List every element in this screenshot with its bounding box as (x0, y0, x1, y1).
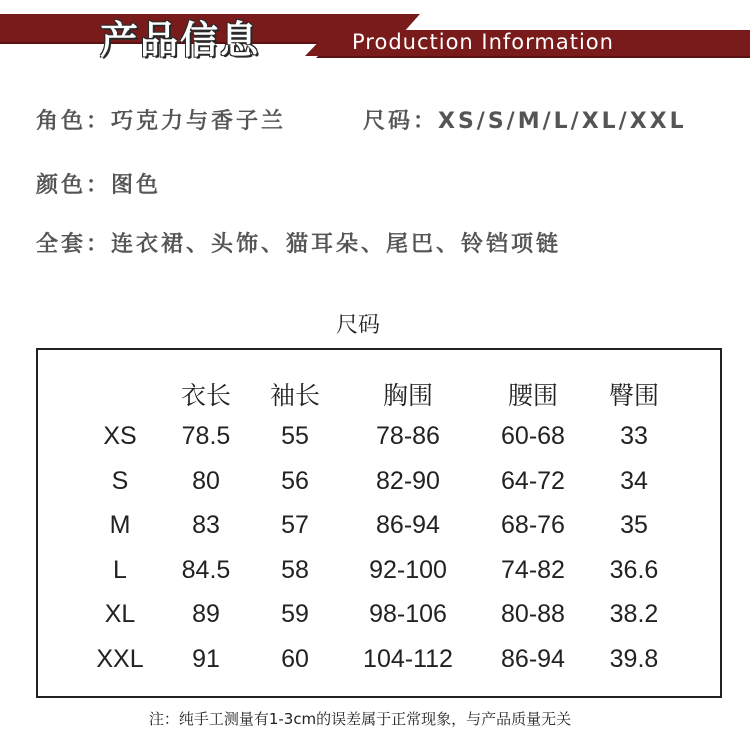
table-cell: 91 (192, 644, 220, 673)
table-cell: 89 (192, 600, 220, 628)
table-cell: 59 (281, 600, 309, 628)
table-cell: 98-106 (369, 600, 447, 628)
table-cell: 86-94 (376, 511, 440, 539)
table-row-size-label: XL (104, 600, 136, 628)
table-header-cell: 腰围 (507, 382, 558, 410)
table-cell: 58 (281, 555, 309, 584)
table-row-size-label: XS (103, 422, 137, 450)
table-cell: 68-76 (501, 511, 565, 539)
table-cell: 104-112 (363, 644, 453, 673)
table-row-size-label: S (111, 466, 129, 495)
table-cell: 80 (192, 466, 220, 495)
table-cell: 60-68 (501, 422, 565, 450)
table-header-cell: 臀围 (608, 382, 659, 410)
table-cell: 64-72 (501, 466, 565, 495)
table-cell: 86-94 (501, 644, 565, 673)
table-cell: 56 (281, 466, 309, 495)
table-cell: 38.2 (609, 600, 659, 628)
table-cell: 39.8 (609, 644, 659, 673)
table-row-size-label: M (109, 511, 131, 539)
table-cell: 74-82 (501, 555, 565, 584)
table-cell: 33 (620, 422, 648, 450)
table-cell: 55 (281, 422, 309, 450)
table-header-cell: 衣长 (180, 382, 231, 410)
measurement-note: 注：纯手工测量有1-3cm的误差属于正常现象，与产品质量无关 (148, 710, 572, 728)
table-cell: 92-100 (369, 555, 447, 584)
size-table (36, 348, 722, 698)
info-color: 颜色：图色 (36, 173, 162, 198)
table-cell: 80-88 (501, 600, 565, 628)
info-role: 角色：巧克力与香子兰 (36, 109, 287, 134)
banner-title-en: Production Information (352, 30, 614, 54)
table-cell: 84.5 (181, 555, 231, 584)
table-cell: 83 (192, 511, 220, 539)
table-cell: 35 (620, 511, 648, 539)
table-cell: 36.6 (609, 555, 659, 584)
table-header-cell: 胸围 (382, 382, 433, 410)
table-row-size-label: XXL (96, 644, 144, 673)
table-cell: 78-86 (376, 422, 440, 450)
table-cell: 34 (620, 466, 648, 495)
info-size: 尺码：XS/S/M/L/XL/XXL (363, 109, 687, 134)
table-header-cell: 袖长 (269, 382, 320, 410)
table-cell: 78.5 (181, 422, 231, 450)
size-chart-title: 尺码 (335, 313, 380, 338)
header-banner (0, 0, 750, 80)
banner-title-cn: 产品信息 (100, 18, 261, 62)
table-row-size-label: L (113, 555, 127, 584)
table-cell: 57 (281, 511, 309, 539)
table-cell: 60 (281, 644, 309, 673)
table-cell: 82-90 (376, 466, 440, 495)
info-set: 全套：连衣裙、头饰、猫耳朵、尾巴、铃铛项链 (36, 232, 562, 257)
